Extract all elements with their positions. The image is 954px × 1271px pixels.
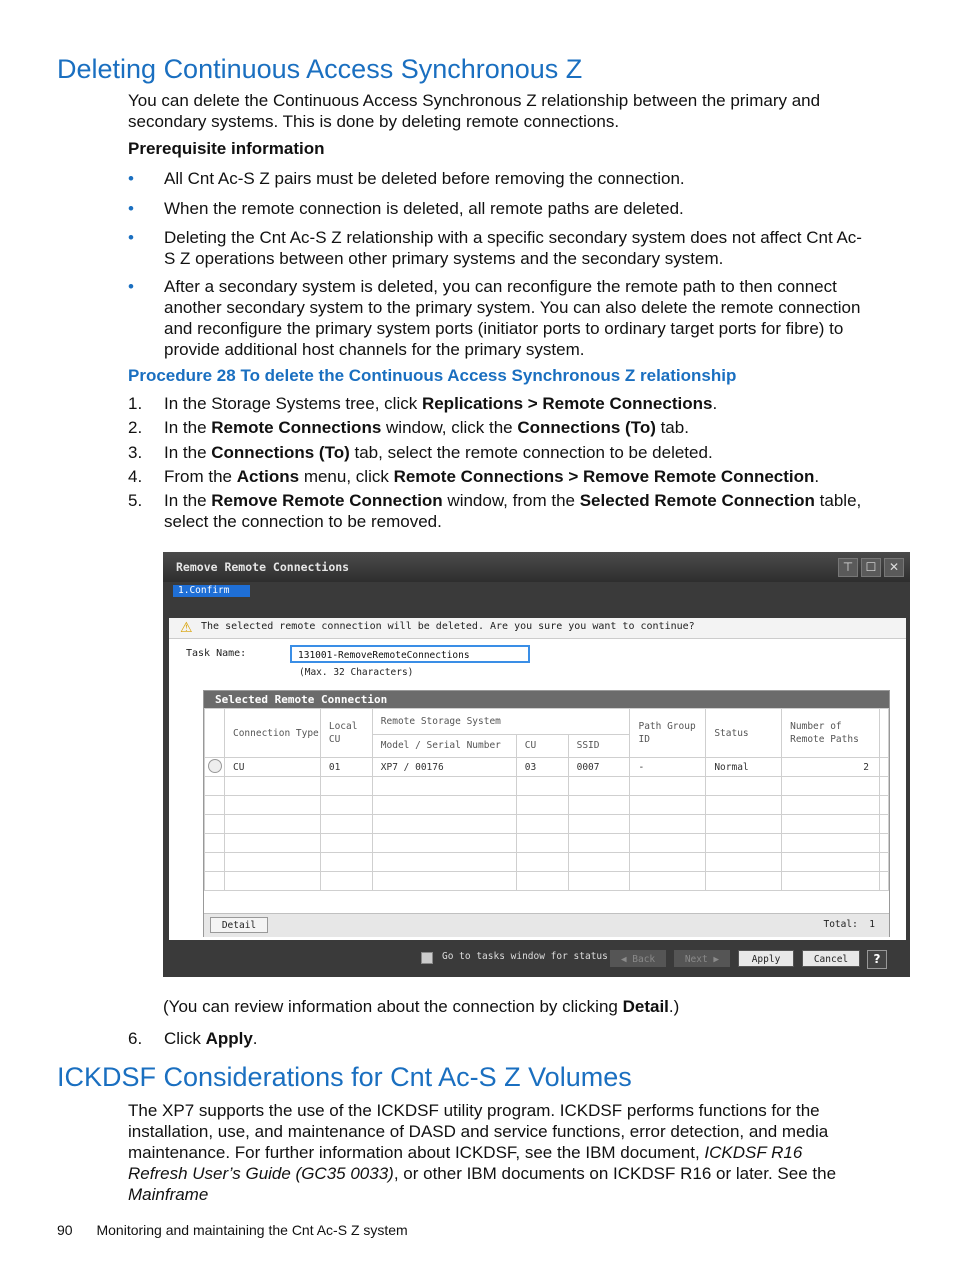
table-title: Selected Remote Connection bbox=[204, 691, 889, 708]
bullet-item: • Deleting the Cnt Ac-S Z relationship with a specific secondary system does not affect Cnt Ac-S Z operations between other primary systems and the secondary system. bbox=[128, 228, 862, 268]
procedure-step: 5. In the Remove Remote Connection window, from the Selected Remote Connection table, select the connection to be removed. bbox=[128, 491, 862, 531]
procedure-step: 2. In the Remote Connections window, click the Connections (To) tab. bbox=[128, 418, 689, 437]
detail-button[interactable]: Detail bbox=[210, 917, 268, 933]
col-ssid[interactable]: SSID bbox=[568, 734, 630, 757]
task-name-label: Task Name: bbox=[186, 648, 247, 659]
ickdsf-paragraph: The XP7 supports the use of the ICKDSF utility program. ICKDSF performs functions for the installation, use, and maintenance of DASD and service functions, error detection, and media maintenance. For further information about ICKDSF, see the IBM document, ICKDSF R16 Refresh User’s Guide (GC35 0033), or other IBM documents on ICKDSF R16 or later. See the Mainframe bbox=[128, 1101, 837, 1204]
wizard-step-confirm: 1.Confirm bbox=[173, 585, 250, 597]
col-local-cu[interactable]: Local CU bbox=[320, 709, 372, 758]
table-row-empty bbox=[205, 853, 889, 872]
col-connection-type[interactable]: Connection Type bbox=[224, 709, 320, 758]
warning-bar bbox=[169, 618, 906, 639]
procedure-step: 4. From the Actions menu, click Remote Connections > Remove Remote Connection. bbox=[128, 467, 820, 486]
bullet-icon: • bbox=[128, 199, 134, 218]
wizard-steps bbox=[173, 584, 898, 598]
bullet-icon: • bbox=[128, 228, 134, 247]
table-row-empty bbox=[205, 796, 889, 815]
apply-button[interactable]: Apply bbox=[738, 950, 794, 967]
bullet-icon: • bbox=[128, 277, 134, 296]
close-icon[interactable]: ✕ bbox=[884, 558, 904, 577]
footer-text: Monitoring and maintaining the Cnt Ac-S Z system bbox=[96, 1222, 408, 1238]
help-icon[interactable]: ? bbox=[867, 950, 887, 969]
warning-icon: ⚠ bbox=[180, 620, 193, 636]
connection-table bbox=[204, 708, 889, 891]
back-button[interactable]: ◀ Back bbox=[610, 950, 666, 967]
col-cu[interactable]: CU bbox=[516, 734, 568, 757]
table-row-empty bbox=[205, 815, 889, 834]
bullet-item: • When the remote connection is deleted, all remote paths are deleted. bbox=[128, 199, 684, 218]
bullet-item: • After a secondary system is deleted, you can reconfigure the remote path to then connect another secondary system to the primary system. You can also delete the remote connection and reconfigure the primary system ports (initiator ports to ordinary target ports for fibre) to provide additional host channels for the primary system. bbox=[128, 277, 861, 359]
procedure-step: 3. In the Connections (To) tab, select the remote connection to be deleted. bbox=[128, 443, 713, 462]
col-model-serial[interactable]: Model / Serial Number bbox=[372, 734, 516, 757]
section-title: ICKDSF Considerations for Cnt Ac-S Z Volumes bbox=[57, 1062, 632, 1092]
maximize-icon[interactable]: ☐ bbox=[861, 558, 881, 577]
col-remote-storage-system: Remote Storage System bbox=[372, 709, 630, 735]
table-row-empty bbox=[205, 777, 889, 796]
page-footer bbox=[57, 1222, 408, 1238]
procedure-title: Procedure 28 To delete the Continuous Access Synchronous Z relationship bbox=[128, 366, 737, 385]
col-number-of-remote-paths[interactable]: Number of Remote Paths bbox=[782, 709, 880, 758]
table-row[interactable]: CU 01 XP7 / 00176 03 0007 - Normal 2 bbox=[205, 758, 889, 777]
detail-note: (You can review information about the connection by clicking Detail.) bbox=[163, 997, 680, 1016]
bullet-item: • All Cnt Ac-S Z pairs must be deleted before removing the connection. bbox=[128, 169, 685, 188]
task-name-hint: (Max. 32 Characters) bbox=[299, 667, 414, 678]
dialog-title-bar bbox=[163, 552, 910, 582]
table-row-empty bbox=[205, 834, 889, 853]
bullet-icon: • bbox=[128, 169, 134, 188]
go-to-tasks-label: Go to tasks window for status bbox=[442, 951, 608, 962]
col-path-group-id[interactable]: Path Group ID bbox=[630, 709, 706, 758]
procedure-step: 6. Click Apply. bbox=[128, 1029, 258, 1048]
col-status[interactable]: Status bbox=[706, 709, 782, 758]
pin-icon[interactable]: ⊤ bbox=[838, 558, 858, 577]
next-button[interactable]: Next ▶ bbox=[674, 950, 730, 967]
section-title: Deleting Continuous Access Synchronous Z bbox=[57, 54, 583, 84]
total-count: Total: 1 bbox=[823, 919, 875, 930]
dialog-title: Remove Remote Connections bbox=[176, 560, 350, 574]
task-name-input[interactable]: 131001-RemoveRemoteConnections bbox=[290, 645, 530, 663]
warning-message: The selected remote connection will be deleted. Are you sure you want to continue? bbox=[201, 621, 695, 632]
remove-remote-connections-dialog bbox=[163, 552, 910, 977]
table-footer bbox=[204, 913, 889, 937]
dialog-button-bar bbox=[163, 947, 910, 977]
cancel-button[interactable]: Cancel bbox=[802, 950, 860, 967]
page-number: 90 bbox=[57, 1222, 73, 1238]
row-radio[interactable] bbox=[208, 759, 222, 773]
intro-paragraph: You can delete the Continuous Access Synchronous Z relationship between the primary and secondary systems. This is done by deleting remote connections. bbox=[128, 91, 821, 131]
go-to-tasks-checkbox[interactable] bbox=[421, 952, 433, 964]
prereq-heading: Prerequisite information bbox=[128, 139, 325, 158]
procedure-step: 1. In the Storage Systems tree, click Replications > Remote Connections. bbox=[128, 394, 718, 413]
selected-remote-connection-panel bbox=[203, 690, 890, 937]
table-row-empty bbox=[205, 872, 889, 891]
